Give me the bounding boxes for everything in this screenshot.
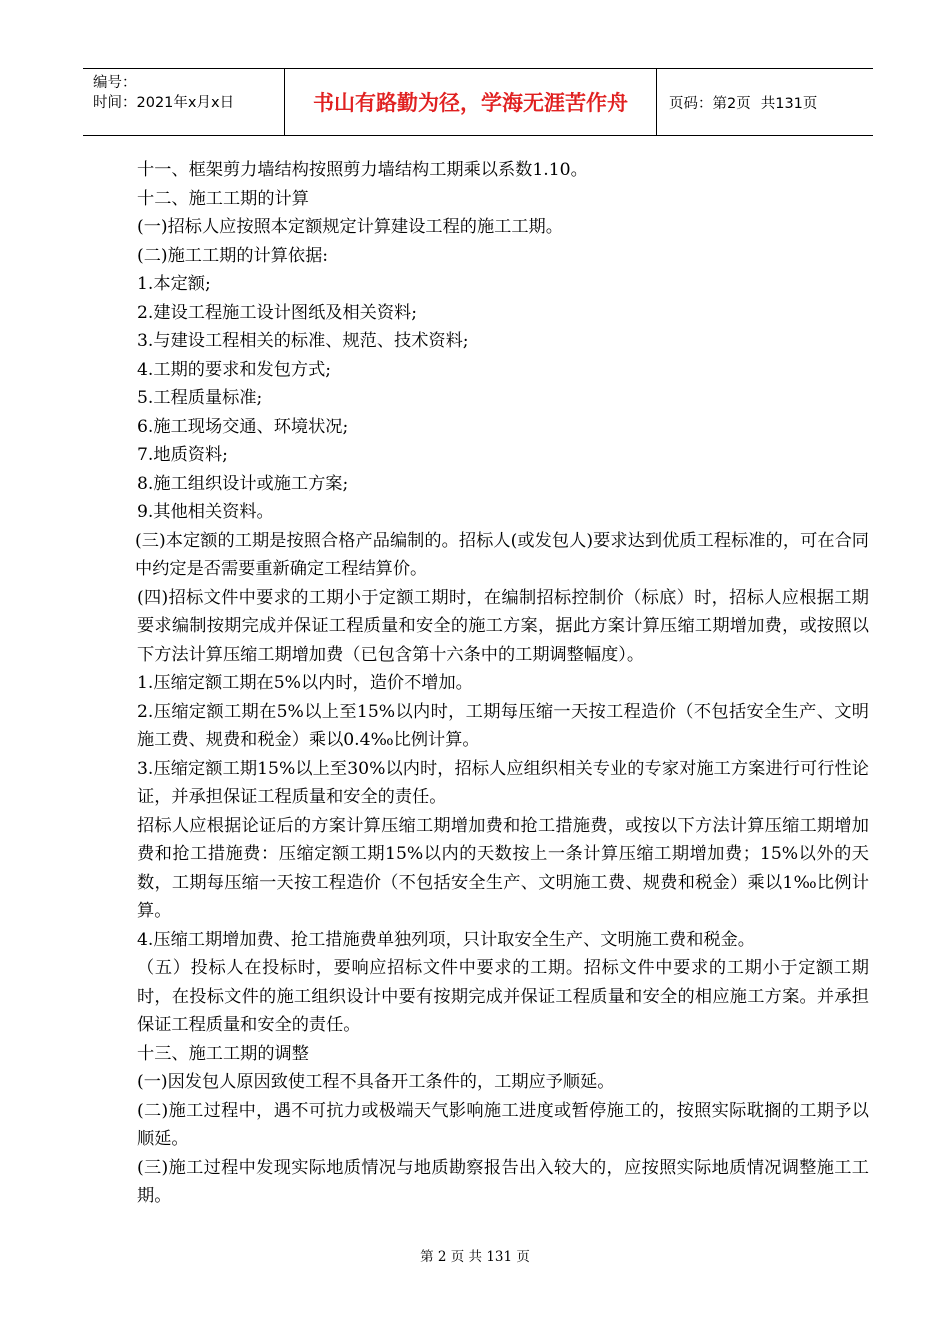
page-footer: 第 2 页 共 131 页 — [420, 1249, 530, 1265]
paragraph: (三)施工过程中发现实际地质情况与地质勘察报告出入较大的，应按照实际地质情况调整施工工期。 — [137, 1157, 869, 1206]
paragraph: 7.地质资料; — [137, 445, 228, 465]
paragraph: 4.压缩工期增加费、抢工措施费单独列项，只计取安全生产、文明施工费和税金。 — [137, 929, 755, 950]
paragraph: 十一、框架剪力墙结构按照剪力墙结构工期乘以系数1.10。 — [137, 160, 588, 180]
header-meta — [83, 69, 284, 135]
paragraph: 1.压缩定额工期在5%以内时，造价不增加。 — [137, 673, 473, 693]
paragraph: 3.压缩定额工期15%以上至30%以内时，招标人应组织相关专业的专家对施工方案进行可行性论证，并承担保证工程质量和安全的责任。 — [137, 758, 869, 807]
paragraph: 5.工程质量标准; — [137, 388, 263, 408]
page-label: 页码：第2页 — [669, 95, 751, 112]
paragraph: 9.其他相关资料。 — [137, 502, 274, 522]
paragraph: 2.建设工程施工设计图纸及相关资料; — [137, 302, 418, 323]
total-pages-label: 共131页 — [760, 95, 818, 112]
paragraph: 1.本定额; — [137, 274, 211, 294]
paragraph: (二)施工过程中，遇不可抗力或极端天气影响施工进度或暂停施工的，按照实际耽搁的工期予以顺延。 — [137, 1100, 869, 1149]
paragraph: (四)招标文件中要求的工期小于定额工期时，在编制招标控制价（标底）时，招标人应根据工期要求编制按期完成并保证工程质量和安全的施工方案，据此方案计算压缩工期增加费，或按照以下方法计算压缩工期增加费（已包含第十六条中的工期调整幅度）。 — [137, 587, 869, 665]
header-motto: 书山有路勤为径，学海无涯苦作舟 — [284, 69, 657, 135]
date-label: 时间：2021年x月x日 — [93, 95, 235, 111]
paragraph: 4.工期的要求和发包方式; — [137, 359, 332, 380]
number-label: 编号： — [93, 75, 137, 91]
paragraph: 8.施工组织设计或施工方案; — [137, 473, 349, 494]
paragraph: (二)施工工期的计算依据: — [137, 245, 329, 266]
paragraph: (一)因发包人原因致使工程不具备开工条件的，工期应予顺延。 — [137, 1072, 615, 1092]
paragraph: 十三、施工工期的调整 — [137, 1043, 309, 1064]
paragraph: 3.与建设工程相关的标准、规范、技术资料; — [137, 331, 469, 351]
page-header — [83, 68, 873, 136]
paragraph: (三)本定额的工期是按照合格产品编制的。招标人(或发包人)要求达到优质工程标准的，可在合同中约定是否需要重新确定工程结算价。 — [135, 530, 869, 579]
paragraph: 2.压缩定额工期在5%以上至15%以内时，工期每压缩一天按工程造价（不包括安全生产、文明施工费、规费和税金）乘以0.4‰比例计算。 — [137, 701, 869, 750]
paragraph: 十二、施工工期的计算 — [137, 188, 309, 209]
paragraph: 招标人应根据论证后的方案计算压缩工期增加费和抢工措施费，或按以下方法计算压缩工期增加费和抢工措施费：压缩定额工期15%以内的天数按上一条计算压缩工期增加费；15%以外的天数，工期每压缩一天按工程造价（不包括安全生产、文明施工费、规费和税金）乘以1‰比例计算。 — [137, 815, 869, 921]
paragraph: (一)招标人应按照本定额规定计算建设工程的施工工期。 — [137, 217, 563, 237]
paragraph: 6.施工现场交通、环境状况; — [137, 416, 349, 437]
paragraph: （五）投标人在投标时，要响应招标文件中要求的工期。招标文件中要求的工期小于定额工期时，在投标文件的施工组织设计中要有按期完成并保证工程质量和安全的相应施工方案。并承担保证工程质量和安全的责任。 — [137, 958, 869, 1035]
header-page-info — [657, 69, 873, 135]
document-body — [137, 156, 869, 1211]
